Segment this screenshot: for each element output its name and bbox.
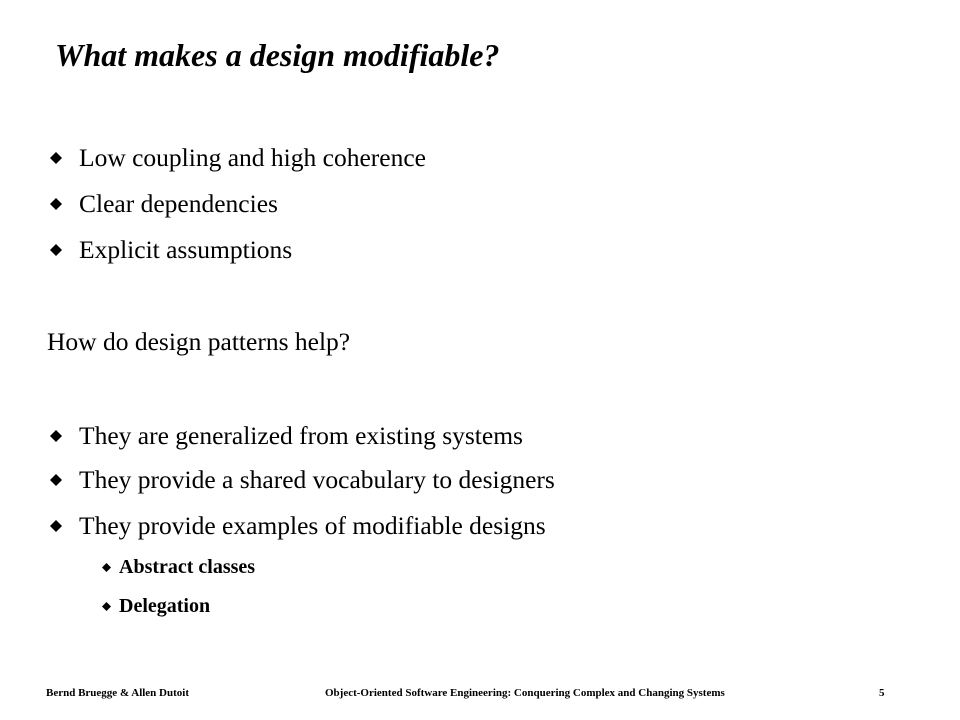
bullet-text: Low coupling and high coherence	[79, 143, 426, 172]
bullet-item	[50, 189, 278, 220]
footer-book-title: Object-Oriented Software Engineering: Conquering Complex and Changing Systems	[325, 687, 725, 699]
footer-page-number: 5	[879, 687, 885, 699]
diamond-bullet-icon	[50, 198, 62, 210]
bullet-text: They provide examples of modifiable designs	[79, 511, 546, 540]
diamond-bullet-icon	[102, 602, 111, 611]
diamond-bullet-icon	[50, 152, 62, 164]
question-text: How do design patterns help?	[47, 327, 351, 356]
bullet-item	[50, 421, 523, 452]
diamond-bullet-icon	[50, 520, 62, 532]
sub-bullet-text: Abstract classes	[119, 556, 256, 578]
diamond-bullet-icon	[102, 563, 111, 572]
diamond-bullet-icon	[50, 244, 62, 256]
bullet-text: They provide a shared vocabulary to designers	[79, 465, 555, 494]
slide-title: What makes a design modifiable?	[55, 37, 500, 73]
bullet-item	[50, 235, 292, 266]
bullet-item	[50, 143, 426, 174]
bullet-text: Clear dependencies	[79, 189, 278, 218]
footer-authors: Bernd Bruegge & Allen Dutoit	[46, 687, 189, 699]
bullet-item	[50, 511, 546, 542]
bullet-text: They are generalized from existing systems	[79, 421, 523, 450]
bullet-item	[50, 465, 555, 496]
sub-bullet-text: Delegation	[119, 595, 211, 617]
bullet-text: Explicit assumptions	[79, 235, 293, 264]
diamond-bullet-icon	[50, 430, 62, 442]
sub-bullet-item	[102, 594, 210, 618]
sub-bullet-item	[102, 555, 255, 579]
diamond-bullet-icon	[50, 474, 62, 486]
